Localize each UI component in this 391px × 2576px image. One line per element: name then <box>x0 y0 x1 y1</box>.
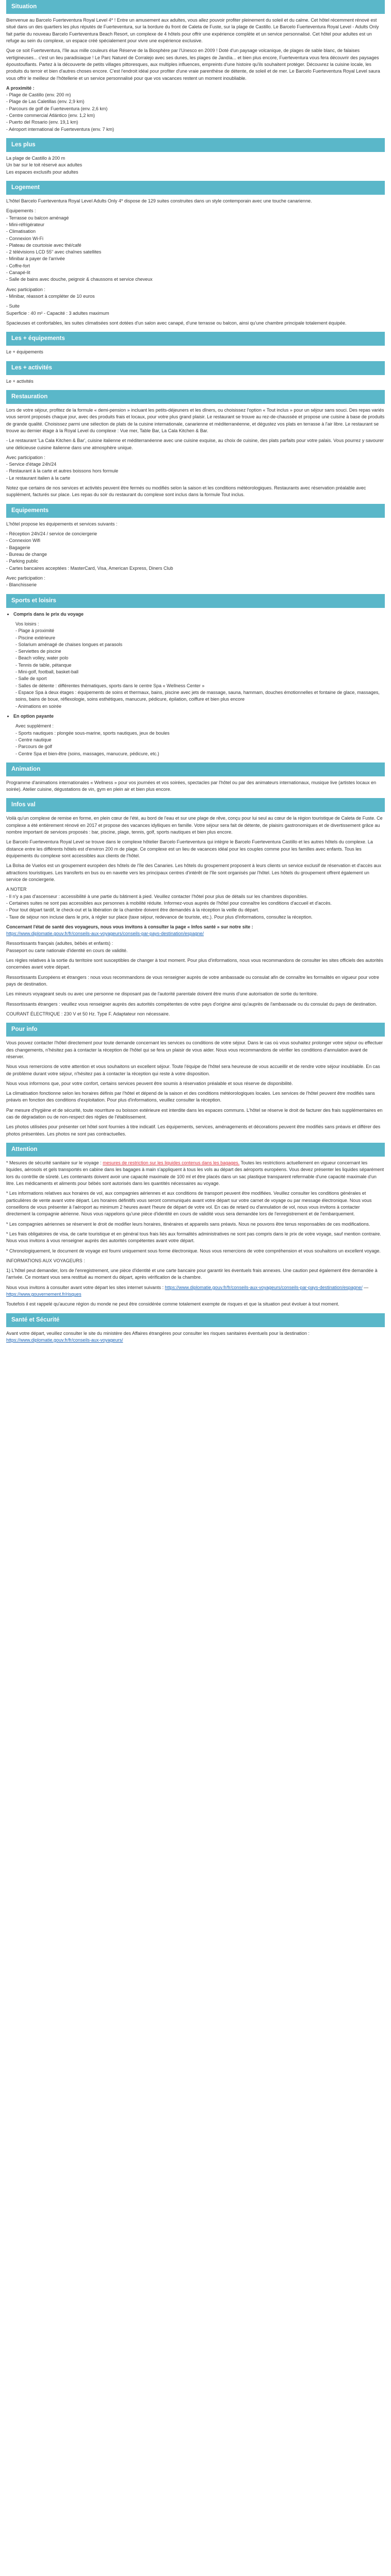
pourinfo-paragraph: Par mesure d'hygiène et de sécurité, toute nourriture ou boisson extérieure est interdite dans les espaces communs. L'hôtel se réserve le droit de facturer des frais supplémentaires en cas de dégradation ou de non-respect des règles de l'établissement. <box>6 1107 383 1120</box>
sports-included-intro: Vos loisirs : <box>15 621 39 626</box>
room-equipment-item: - Climatisation <box>6 229 36 234</box>
sports-included-title <box>13 611 385 618</box>
restauration-paragraph: Lors de votre séjour, profitez de la formule « demi-pension » incluant les petits-déjeuners et les dîners, ou choisissez l'option « Tout inclus » pour un séjour sans souci. Des repas variés vous seront proposés chaque jour, avec des produits frais et locaux, pour votre plus grand plaisir. Le restaurant se trouve au rez-de-chaussée et propose une cuisine à base de produits de grande qualité. Choisissez parmi une sélection de plats de la cuisine internationale, canarienne et méditerranéenne, et dégustez vos plats en terrasse à l'air libre. Le restaurant se trouve au dernier étage à la Royal Level du complexe : Vue mer, Table Bar, La Cala Kitchen & Bar. <box>6 407 385 433</box>
sante-text: Avant votre départ, veuillez consulter le site du ministère des Affaires étrangères pour consulter les risques sanitaires éventuels pour la destination : <box>6 1330 309 1336</box>
hotel-equipment-item: - Bureau de change <box>6 551 47 557</box>
sports-paid-label: En option payante <box>13 713 54 719</box>
plus-equipements-list <box>6 349 385 355</box>
attention-text: Nous vous invitons à consulter avant votre départ les sites internet suivants : <box>6 1284 165 1290</box>
diplomatie-link[interactable]: https://www.diplomatie.gouv.fr/fr/conseils-aux-voyageurs/conseils-par-pays-destination/espagne/ <box>165 1284 363 1290</box>
section-header-equipements: Equipements <box>6 504 385 518</box>
sports-included-item: - Tennis de table, pétanque <box>15 662 72 668</box>
infos-paragraph: La Bolsa de Vuelos est un groupement européen des hôtels de l'île des Canaries. Les hôtels du groupement proposent à leurs clients un service exclusif de réservation et d'accès aux attractions touristiques. Les transferts en bus ou en navette vers les principaux centres d'intérêt de l'île sont organisés par l'hôtel. Les hôtels du groupement offrent également un service de conciergerie. <box>6 863 382 882</box>
plus-equipement-item: Le + équipements <box>6 349 43 355</box>
sports-included-block <box>6 621 385 710</box>
sports-paid-list <box>15 730 385 757</box>
sports-included-item: - Plage à proximité <box>15 628 55 634</box>
infos-paragraph: Ressortissants étrangers : veuillez vous renseigner auprès des autorités compétentes de votre pays d'origine ainsi qu'auprès de l'ambassade ou du consulat du pays de destination. <box>6 1001 377 1007</box>
sports-included-item: - Salles de détente : différentes thématiques, sports dans le centre Spa « Wellness Center » <box>15 683 205 688</box>
sports-included-item: - Espace Spa à deux étages : équipements de soins et thermaux, bains, piscine avec jets de massage, sauna, hammam, douches émotionnelles et fontaine de glace, massages, soins, bains de boue, réflexologie, soins esthétiques, manucure, pédicure, épilation, coiffure et bien plus encore <box>15 690 380 702</box>
restauration-paragraph: - Le restaurant 'La Cala Kitchen & Bar', cuisine italienne et méditerranéenne avec une cuisine exquise, au choix de cuisine, des plats parfaits pour votre palais. Vous pourrez y savourer une délicieuse cuisine italienne dans une atmosphère unique. <box>6 438 384 450</box>
liquids-restriction-link[interactable]: mesures de restriction sur les liquides contenus dans les bagages. <box>103 1160 240 1166</box>
plus-item: Un bar sur le toit réservé aux adultes <box>6 162 83 168</box>
sante-link[interactable]: https://www.diplomatie.gouv.fr/fr/conseils-aux-voyageurs/ <box>6 1337 123 1343</box>
sports-included-item: - Serviettes de piscine <box>15 649 61 654</box>
plus-list <box>6 155 385 176</box>
animation-paragraph: Programme d'animations internationales « Wellness » pour vos journées et vos soirées, spectacles par l'hôtel ou par des animateurs internationaux, musique live (artistes locaux en soirée). Atelier cuisine, dégustations de vin, gym en plein air et bien plus encore. <box>6 779 377 792</box>
room-equipment-item: - Canapé-lit <box>6 270 30 276</box>
note-text: - Il n'y a pas d'ascenseur : accessibilité à une partie du bâtiment à pied. Veuillez contacter l'hôtel pour plus de détails sur les chambres disponibles. - Certaines suites ne sont pas accessibles aux personnes à mobilité réduite. Informez-vous auprès de l'hôtel pour connaître les conditions d'accueil et d'accès. - Pour tout départ tardif, le check-out et la libération de la chambre doivent être demandés à la réception la veille du départ. - Taxe de séjour non incluse dans le prix, à régler sur place (taxe séjour, redevance de touriste, etc.). Pour plus d'informations, consultez la réception. <box>6 893 332 920</box>
suite-detail: Superficie : 40 m² - Capacité : 3 adultes maximum <box>6 310 109 316</box>
distance-item: - Centre commercial Atlántico (env. 1,2 km) <box>6 113 95 118</box>
risques-link[interactable]: https://www.gouvernement.fr/risques <box>6 1292 82 1297</box>
plus-activite-item: Le + activités <box>6 378 34 384</box>
note-title: A NOTER <box>6 887 27 892</box>
restauration-payant-item: - Service d'étage 24h/24 <box>6 462 57 467</box>
suite-details <box>6 310 385 317</box>
attention-paragraph: Nous vous invitons à consulter avant votre départ les sites internet suivants : https://www.diplomatie.gouv.fr/fr/conseils-aux-voyageurs/conseils-par-pays-destination/espagne/ — https://www.gouvernement.fr/risques <box>6 1284 369 1297</box>
health-info-link[interactable]: https://www.diplomatie.gouv.fr/fr/conseils-aux-voyageurs/conseils-par-pays-destination/espagne/ <box>6 931 204 937</box>
equipements-payant-list <box>6 582 385 588</box>
room-equipment-item: - 2 télévisions LCD 55" avec chaînes satellites <box>6 249 102 255</box>
sports-included-item: - Solarium aménagé de chaises longues et parasols <box>15 641 123 647</box>
plus-activites-list <box>6 378 385 385</box>
logement-intro: L'hôtel Barcelo Fuerteventura Royal Level Adults Only 4* dispose de 129 suites construites dans un style contemporain avec une touche canarienne. <box>6 198 312 204</box>
room-equipment-item: - Salle de bains avec douche, peignoir & chaussons et service cheveux <box>6 277 153 282</box>
section-header-situation: Situation <box>6 0 385 14</box>
sports-paid-item: - Parcours de golf <box>15 744 53 750</box>
hotel-equipment-item: - Bagagerie <box>6 545 30 550</box>
restauration-paragraph: Notez que certains de nos services et activités peuvent être fermés ou modifiés selon la saison et les conditions météorologiques. Restaurants avec réservation préalable avec supplément, facturés sur place. Les repas du soir du restaurant du complexe sont inclus dans la formule Tout inclus. <box>6 485 366 498</box>
hotel-equipments-list <box>6 531 385 572</box>
restauration-payant-list <box>6 461 385 482</box>
infos-paragraph: Voilà qu'un complexe de remise en forme, en plein cœur de l'été, au bord de l'eau et sur une plage de rêve, conçu pour lui seul au cœur de la région touristique de Caleta de Fuste. Ce complexe a été entièrement rénové en 2017 et propose des vacances idylliques en famille. Votre séjour sera fait de détente, de plaisirs gastronomiques et de divertissement grâce au nombre important de services proposés : bar, piscine, plage, tennis, golf, sports nautiques et bien plus encore. <box>6 816 383 835</box>
section-header-plus-activites: Les + activités <box>6 361 385 375</box>
infos-paragraph: Ressortissants Européens et étrangers : nous vous recommandons de vous renseigner auprès de votre ambassade ou consulat afin de connaître les formalités en vigueur pour votre pays de destination. <box>6 974 379 987</box>
section-header-sante: Santé et Sécurité <box>6 1313 385 1327</box>
pourinfo-paragraph: Nous vous remercions de votre attention et vous souhaitons un excellent séjour. Toute l'équipe de l'hôtel sera heureuse de vous accueillir et de rendre votre séjour inoubliable. En cas de problème durant votre séjour, n'hésitez pas à contacter la réception qui reste à votre disposition. <box>6 1064 380 1076</box>
equipments-title: Equipements : <box>6 208 36 214</box>
room-equipments-list <box>6 215 385 283</box>
distance-item: - Plage de Las Caletillas (env. 2,9 km) <box>6 99 85 105</box>
suite-title: - Suite <box>6 303 20 309</box>
pourinfo-paragraph: Nous vous informons que, pour votre confort, certains services peuvent être soumis à réservation préalable et sous réserve de disponibilité. <box>6 1080 293 1086</box>
section-header-sports: Sports et loisirs <box>6 594 385 608</box>
sports-included-item: - Piscine extérieure <box>15 635 56 640</box>
attention-paragraph: * Les compagnies aériennes se réservent le droit de modifier leurs horaires, itinéraires et appareils sans préavis. Nous ne pouvons être tenus responsables de ces modifications. <box>6 1221 370 1227</box>
infos-paragraph: Les règles relatives à la sortie du territoire sont susceptibles de changer à tout moment. Pour plus d'informations, nous vous recommandons de consulter les sites officiels des autorités concernées avant votre départ. <box>6 958 383 970</box>
distance-item: - Puerto del Rosario (env. 19,1 km) <box>6 120 78 125</box>
attention-paragraph: * Les frais obligatoires de visa, de carte touristique et en général tous frais liés aux formalités administratives ne sont pas compris dans le prix de votre voyage, sauf mention contraire. Nous vous invitons à vous renseigner auprès des autorités compétentes avant votre départ. <box>6 1231 381 1244</box>
room-equipment-item: - Plateau de courtoisie avec thé/café <box>6 242 82 248</box>
logement-payant-list <box>6 293 385 300</box>
sports-groups <box>6 611 385 618</box>
sante-paragraph <box>6 1330 385 1344</box>
sports-included-item: - Beach volley, water polo <box>15 655 69 661</box>
section-header-pour-info: Pour info <box>6 1023 385 1037</box>
sports-included-item: - Salle de sport <box>15 676 47 682</box>
sports-paid-item: - Centre nautique <box>15 737 52 742</box>
hotel-equipment-item: - Cartes bancaires acceptées : MasterCard, Visa, American Express, Diners Club <box>6 565 173 571</box>
sports-included-label: Compris dans le prix du voyage <box>13 611 84 617</box>
equipements-payant-title: Avec participation : <box>6 575 45 581</box>
section-header-animation: Animation <box>6 762 385 776</box>
sports-paid-block <box>6 723 385 757</box>
logement-payant-item: - Minibar, réassort à compléter de 10 euros <box>6 294 95 299</box>
attention-paragraph <box>6 1160 385 1187</box>
electricity-info: COURANT ÉLECTRIQUE : 230 V et 50 Hz. Type F. Adaptateur non nécessaire. <box>6 1011 170 1016</box>
section-header-infos: Infos val <box>6 798 385 812</box>
hotel-equipment-item: - Parking public <box>6 558 39 564</box>
situation-paragraph: Que ce soit Fuerteventura, l'île aux mille couleurs élue Réserve de la Biosphère par l'Unesco en 2009 ! Doté d'un paysage volcanique, de plages de sable blanc, de falaises vertigineuses... c'est un lieu paradisiaque ! Le Parc Naturel de Corralejo avec ses dunes, les plages de Jandía... et bien plus encore, Fuerteventura vous fera découvrir des paysages époustouflants. Partez à la découverte de petits villages pittoresques, aux multiples influences, empreints d'une histoire qu'ils souhaitent protéger. Découvrez la cuisine locale, les produits du terroir et bien d'autres choses encore. C'est l'endroit idéal pour profiter d'une vraie parenthèse de détente, de soleil et de mer. Le Barcelo Fuerteventura Royal Level saura vous offrir le meilleur de l'hôtellerie et un service personnalisé pour que vos vacances restent un moment inoubliable. <box>6 48 380 81</box>
sports-groups <box>6 713 385 720</box>
distance-item: - Aéroport international de Fuerteventura (env. 7 km) <box>6 126 114 132</box>
sports-included-item: - Animations en soirée <box>15 703 62 709</box>
sports-paid-item: - Centre Spa et bien-être (soins, massages, manucure, pédicure, etc.) <box>15 751 159 756</box>
equipements-payant-item: - Blanchisserie <box>6 582 37 588</box>
room-equipment-item: - Coffre-fort <box>6 263 30 268</box>
section-header-restauration: Restauration <box>6 390 385 404</box>
restauration-payant-title: Avec participation : <box>6 454 45 460</box>
pourinfo-paragraph: Les photos utilisées pour présenter cet hôtel sont fournies à titre indicatif. Les équipements, services, aménagements et décorations peuvent être modifiés sans préavis et différer des photos présentées. Les photos ne sont pas contractuelles. <box>6 1124 381 1137</box>
restauration-payant-item: - Restaurant à la carte et autres boissons hors formule <box>6 468 119 474</box>
attention-paragraph: * Les informations relatives aux horaires de vol, aux compagnies aériennes et aux conditions de transport peuvent être modifiées. Veuillez consulter les conditions générales et particulières de vente avant votre départ. Les horaires définitifs vous seront communiqués avant votre départ sur votre carnet de voyage ou par message électronique. Nous vous conseillons de vous présenter à l'aéroport au minimum 2 heures avant l'heure de départ de votre vol. En cas de retard ou d'annulation de vol, nous vous invitons à contacter directement la compagnie aérienne. Nous vous rappelons qu'une pièce d'identité en cours de validité vous sera demandée lors de l'enregistrement et de l'embarquement. <box>6 1191 372 1217</box>
distance-item: - Parcours de golf de Fuerteventura (env. 2,6 km) <box>6 106 108 111</box>
attention-subtitle: INFORMATIONS AUX VOYAGEURS : <box>6 1258 85 1263</box>
plus-item: Les espaces exclusifs pour adultes <box>6 169 78 175</box>
section-header-attention: Attention <box>6 1143 385 1157</box>
sports-included-item: - Mini-golf, football, basket-ball <box>15 669 79 675</box>
plus-item: La plage de Castillo à 200 m <box>6 156 66 161</box>
infos-paragraph: Ressortissants français (adultes, bébés et enfants) : Passeport ou carte nationale d'identité en cours de validité. <box>6 941 128 953</box>
health-info-title: Concernant l'état de santé des voyageurs, nous vous invitons à consulter la page « Infos santé » sur notre site : <box>6 924 253 929</box>
attention-paragraph: 1) L'hôtel peut demander, lors de l'enregistrement, une pièce d'identité et une carte bancaire pour garantir les éventuels frais annexes. Une caution peut également être demandée à l'arrivée. Ce montant vous sera restitué au moment du départ, après vérification de la chambre. <box>6 1268 378 1280</box>
attention-text: * Mesures de sécurité sanitaire sur le voyage : <box>6 1160 103 1166</box>
logement-paragraph: Spacieuses et confortables, les suites climatisées sont dotées d'un salon avec canapé, d'une terrasse ou balcon, ainsi qu'une chambre principale totalement équipée. <box>6 320 347 326</box>
room-equipment-item: - Terrasse ou balcon aménagé <box>6 215 69 221</box>
logement-payant-title: Avec participation : <box>6 286 45 292</box>
room-equipment-item: - Mini-réfrigérateur <box>6 222 45 227</box>
distances-list <box>6 92 385 133</box>
restauration-payant-item: - Le restaurant italien à la carte <box>6 475 71 481</box>
distance-item: - Plage de Castillo (env. 200 m) <box>6 92 71 98</box>
section-header-plus: Les plus <box>6 138 385 152</box>
room-equipment-item: - Connexion Wi-Fi <box>6 235 44 241</box>
sports-paid-item: - Sports nautiques : plongée sous-marine, sports nautiques, jeux de boules <box>15 730 170 736</box>
situation-paragraph: Bienvenue au Barcelo Fuerteventura Royal Level 4* ! Entre un amusement aux adultes, vous allez pouvoir profiter pleinement du soleil et du calme. Cet hôtel récemment rénové est situé dans un des quartiers les plus réputés de Fuerteventura, sur la bordure du front de Caleta de Fuste, sur la plage de Castillo. Le Barcelo Fuerteventura Royal Level - Adults Only fait partie du nouveau Barcelo Fuerteventura Beach Resort, un complexe de 4 hôtels pour offrir une expérience complète et un service personnalisé. Cet hôtel pour adultes est un refuge au sein du complexe, un espace créé spécialement pour vivre une expérience exclusive. <box>6 18 379 43</box>
infos-paragraph: Les mineurs voyageant seuls ou avec une personne ne disposant pas de l'autorité parentale doivent être munis d'une autorisation de sortie du territoire. <box>6 991 318 997</box>
section-header-logement: Logement <box>6 181 385 195</box>
hotel-equipment-item: - Connexion Wifi <box>6 538 41 544</box>
sports-included-list <box>15 628 385 710</box>
pourinfo-paragraph: La climatisation fonctionne selon les horaires définis par l'hôtel et dépend de la saison et des conditions météorologiques locales. Les services de l'hôtel peuvent être modifiés sans préavis en fonction des conditions d'exploitation. Pour plus d'informations, veuillez consulter la réception. <box>6 1091 375 1103</box>
distances-title: A proximité : <box>6 85 35 91</box>
attention-paragraph: Toutefois il est rappelé qu'aucune région du monde ne peut être considérée comme totalement exempte de risques et que la situation peut évoluer à tout moment. <box>6 1301 339 1307</box>
hotel-equipment-item: - Réception 24h/24 / service de conciergerie <box>6 531 97 537</box>
room-equipment-item: - Minibar à payer de l'arrivée <box>6 256 65 262</box>
attention-text: Toutes les restrictions actuellement en vigueur concernant les liquides, aérosols et gels transportés en cabine dans les bagages à main s'appliquent à tous les vols au départ des aéroports européens. Vous devez présenter les liquides séparément lors du contrôle de sûreté. Les contenants doivent avoir une capacité maximale de 100 ml et être placés dans un sac plastique transparent refermable d'une capacité maximale d'un litre. Les médicaments et aliments pour bébés sont autorisés dans les quantités nécessaires au voyage. <box>6 1160 384 1186</box>
pourinfo-paragraph: Vous pouvez contacter l'hôtel directement pour toute demande concernant les services ou conditions de votre séjour. Dans le cas où vous souhaitez prolonger votre séjour ou effectuer des changements, n'hésitez pas à contacter la réception de l'hôtel qui se fera un plaisir de vous aider. Nous vous recommandons de vérifier les conditions d'annulation avant de réserver. <box>6 1040 383 1059</box>
infos-paragraph: Le Barcelo Fuerteventura Royal Level se trouve dans le complexe hôtelier Barcelo Fuerteventura qui intègre le Barcelo Fuerteventura Castillo et les autres hôtels du complexe. La distance entre les différents hôtels est d'environ 200 m de plage. Ce complexe est un lieu de vacances idéal pour les couples comme pour les familles avec enfants. Tous les équipements du complexe sont accessibles aux clients de l'hôtel. <box>6 839 373 859</box>
sports-paid-title <box>13 713 385 720</box>
section-header-plus-equipements: Les + équipements <box>6 332 385 346</box>
attention-paragraph: * Chronologiquement, le document de voyage est fourni uniquement sous forme électronique. Nous vous remercions de votre compréhension et vous souhaitons un excellent voyage. <box>6 1248 381 1253</box>
equipements-intro: L'hôtel propose les équipements et services suivants : <box>6 521 118 527</box>
sports-paid-intro: Avec supplément : <box>15 723 54 729</box>
